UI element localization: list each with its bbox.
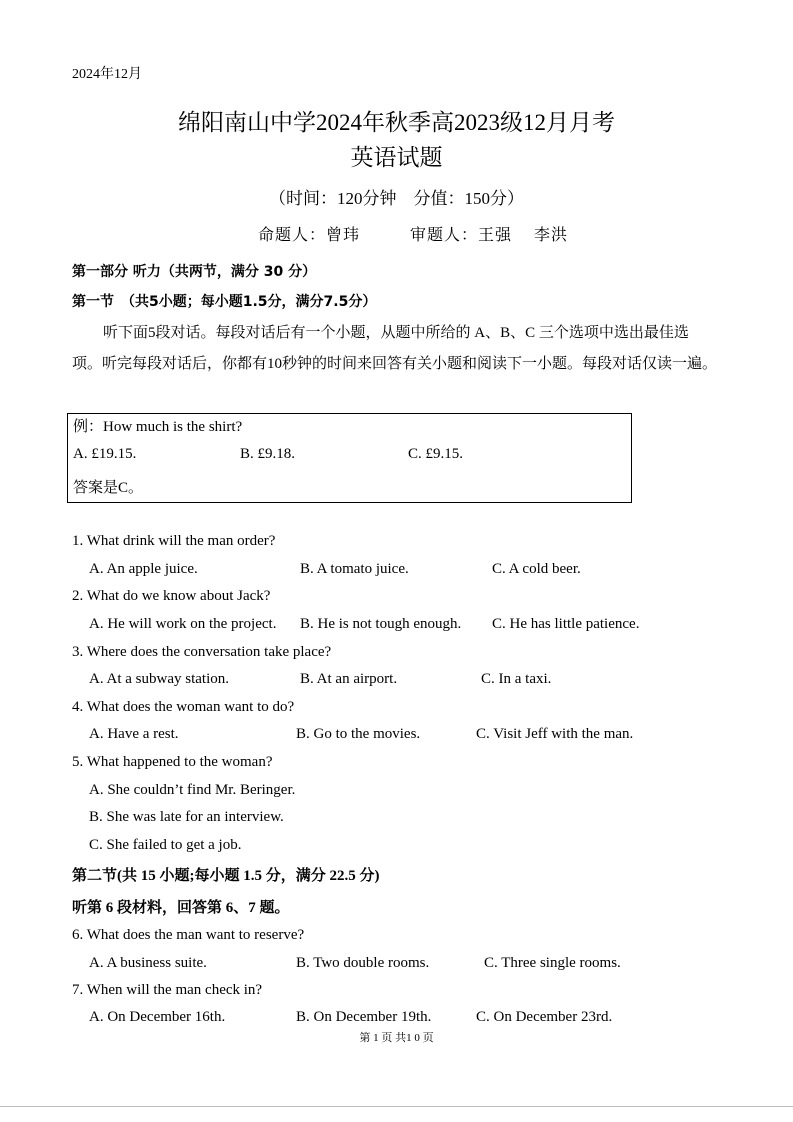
exam-setters [258, 222, 568, 245]
option-c: C. She failed to get a job. [89, 837, 242, 853]
exam-title: 绵阳南山中学2024年秋季高2023级12月月考 [178, 110, 615, 135]
section2-heading: 第二节(共 15 小题;每小题 1.5 分，满分 22.5 分) [72, 868, 380, 884]
example-answer: 答案是C。 [73, 480, 144, 496]
option-b: B. Go to the movies. [296, 726, 421, 742]
option-c: C. Three single rooms. [484, 955, 621, 971]
example-option-a: A. £19.15. [73, 446, 137, 462]
option-b: B. Two double rooms. [296, 955, 430, 971]
example-question: 例：How much is the shirt? [73, 419, 243, 435]
section1-heading: 第一节 （共5小题；每小题1.5分，满分7.5分） [72, 294, 377, 310]
option-c: C. In a taxi. [481, 671, 552, 687]
option-b: B. A tomato juice. [300, 561, 409, 577]
option-c: C. Visit Jeff with the man. [476, 726, 634, 742]
question-stem: 5. What happened to the woman? [72, 754, 273, 770]
option-a: A. An apple juice. [89, 561, 198, 577]
example-option-b: B. £9.18. [240, 446, 296, 462]
question-stem: 2. What do we know about Jack? [72, 588, 271, 604]
exam-date: 2024年12月 [72, 67, 142, 82]
example-option-c: C. £9.15. [408, 446, 464, 462]
option-a: A. She couldn’t find Mr. Beringer. [89, 782, 296, 798]
option-c: C. A cold beer. [492, 561, 581, 577]
exam-subject: 英语试题 [350, 145, 443, 170]
time-and-score: （时间：120分钟 分值：150分） [269, 189, 524, 208]
question-stem: 7. When will the man check in? [72, 982, 263, 998]
option-a: A. Have a rest. [89, 726, 179, 742]
question-stem: 1. What drink will the man order? [72, 533, 276, 549]
instructions: 听下面5段对话。每段对话后有一个小题，从题中所给的 A、B、C 三个选项中选出最佳选项。听完每段对话后，你都有10秒钟的时间来回答有关小题和阅读下一小题。每段对话仅读一遍。 [72, 325, 718, 372]
option-a: A. On December 16th. [89, 1009, 226, 1025]
reviewer-label: 审题人：王强 [410, 227, 513, 244]
option-a: A. At a subway station. [89, 671, 229, 687]
question-stem: 6. What does the man want to reserve? [72, 927, 305, 943]
option-a: A. A business suite. [89, 955, 207, 971]
page-number: 第 1 页 共1 0 页 [359, 1032, 434, 1044]
reviewer-2: 李洪 [534, 227, 569, 244]
option-c: C. He has little patience. [492, 616, 640, 632]
material-heading: 听第 6 段材料，回答第 6、7 题。 [72, 900, 290, 916]
option-b: B. She was late for an interview. [89, 809, 284, 825]
option-b: B. On December 19th. [296, 1009, 432, 1025]
option-b: B. At an airport. [300, 671, 398, 687]
option-a: A. He will work on the project. [89, 616, 277, 632]
question-stem: 4. What does the woman want to do? [72, 699, 295, 715]
setter-label: 命题人：曾玮 [258, 227, 361, 244]
option-b: B. He is not tough enough. [300, 616, 462, 632]
question-stem: 3. Where does the conversation take place? [72, 644, 332, 660]
option-c: C. On December 23rd. [476, 1009, 613, 1025]
page-bottom-divider [0, 1106, 793, 1107]
part1-heading: 第一部分 听力（共两节，满分 30 分） [72, 264, 317, 280]
